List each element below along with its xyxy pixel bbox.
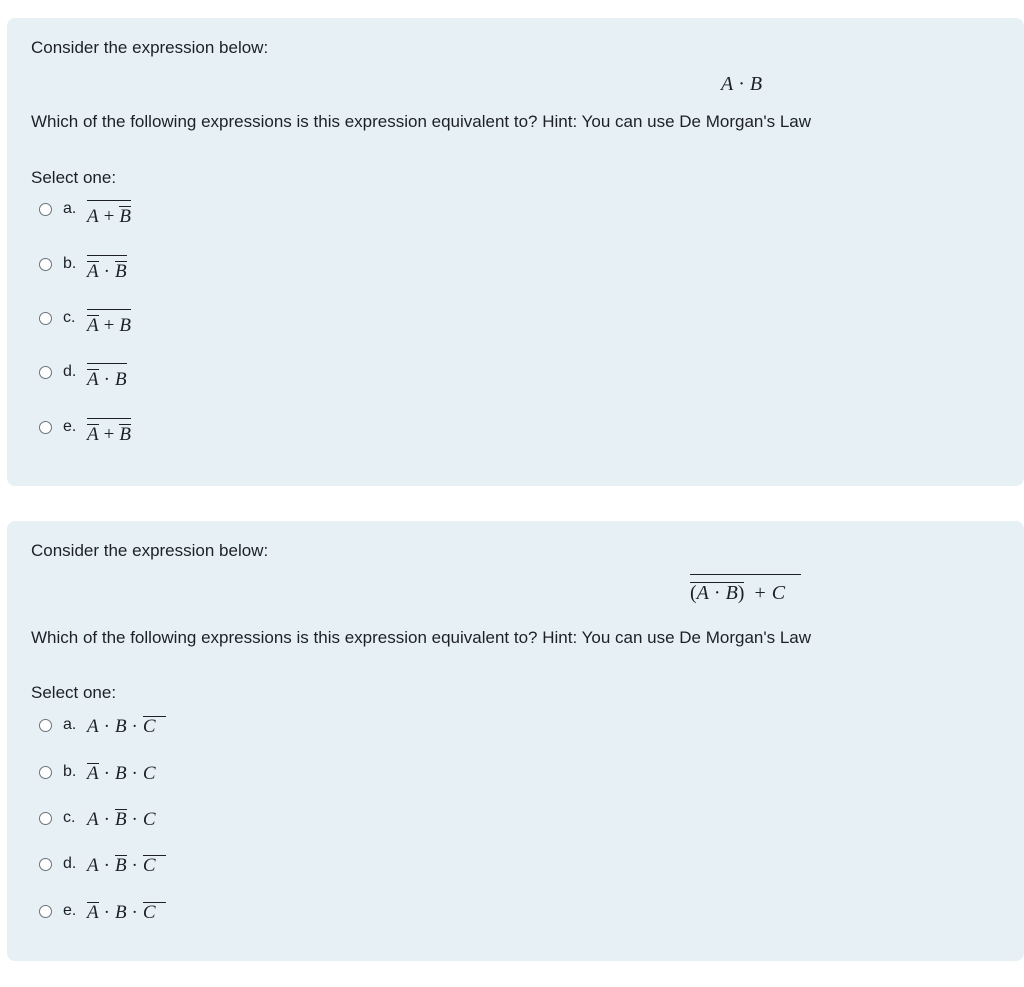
option-e[interactable] xyxy=(39,418,131,458)
option-expression: A · B · C xyxy=(87,763,156,784)
question-text: Which of the following expressions is this expression equivalent to? Hint: You can use De Morgan's Law xyxy=(31,112,812,131)
option-b[interactable] xyxy=(39,255,127,295)
select-one-label: Select one: xyxy=(31,683,117,702)
radio-option-a[interactable] xyxy=(39,719,52,732)
option-expression: A · B · C xyxy=(87,902,166,924)
radio-option-a[interactable] xyxy=(39,203,52,216)
option-expression: A + B xyxy=(87,418,131,446)
option-expression: A · B xyxy=(87,255,127,283)
option-letter: d. xyxy=(63,855,77,872)
radio-option-e[interactable] xyxy=(39,421,52,434)
option-letter: e. xyxy=(63,418,77,435)
question-intro: Consider the expression below: xyxy=(31,38,269,57)
option-a[interactable] xyxy=(39,716,166,756)
radio-option-b[interactable] xyxy=(39,766,52,779)
option-letter: a. xyxy=(63,200,77,217)
option-expression: A + B xyxy=(87,200,131,228)
option-a[interactable] xyxy=(39,200,131,240)
radio-option-b[interactable] xyxy=(39,258,52,271)
option-letter: b. xyxy=(63,255,77,272)
option-expression: A · B · C xyxy=(87,809,156,830)
radio-option-c[interactable] xyxy=(39,312,52,325)
radio-option-d[interactable] xyxy=(39,366,52,379)
question-intro: Consider the expression below: xyxy=(31,541,269,560)
option-letter: c. xyxy=(63,309,76,326)
option-letter: d. xyxy=(63,363,77,380)
select-one-label: Select one: xyxy=(31,168,117,187)
option-letter: c. xyxy=(63,809,76,826)
option-c[interactable] xyxy=(39,809,156,849)
option-d[interactable] xyxy=(39,855,166,895)
question-expression: (A · B) + C xyxy=(690,574,801,604)
radio-option-c[interactable] xyxy=(39,812,52,825)
question-text: Which of the following expressions is this expression equivalent to? Hint: You can use De Morgan's Law xyxy=(31,628,812,647)
option-d[interactable] xyxy=(39,363,127,403)
option-expression: A · B xyxy=(87,363,127,391)
option-expression: A · B · C xyxy=(87,855,166,877)
option-b[interactable] xyxy=(39,763,156,803)
radio-option-e[interactable] xyxy=(39,905,52,918)
question-card-2 xyxy=(7,521,1024,961)
option-letter: b. xyxy=(63,763,77,780)
option-expression: A + B xyxy=(87,309,131,337)
option-expression: A · B · C xyxy=(87,716,166,738)
radio-option-d[interactable] xyxy=(39,858,52,871)
option-letter: a. xyxy=(63,716,77,733)
option-e[interactable] xyxy=(39,902,166,942)
question-expression: A · B xyxy=(721,73,763,95)
option-c[interactable] xyxy=(39,309,131,349)
option-letter: e. xyxy=(63,902,77,919)
question-card-1 xyxy=(7,18,1024,486)
